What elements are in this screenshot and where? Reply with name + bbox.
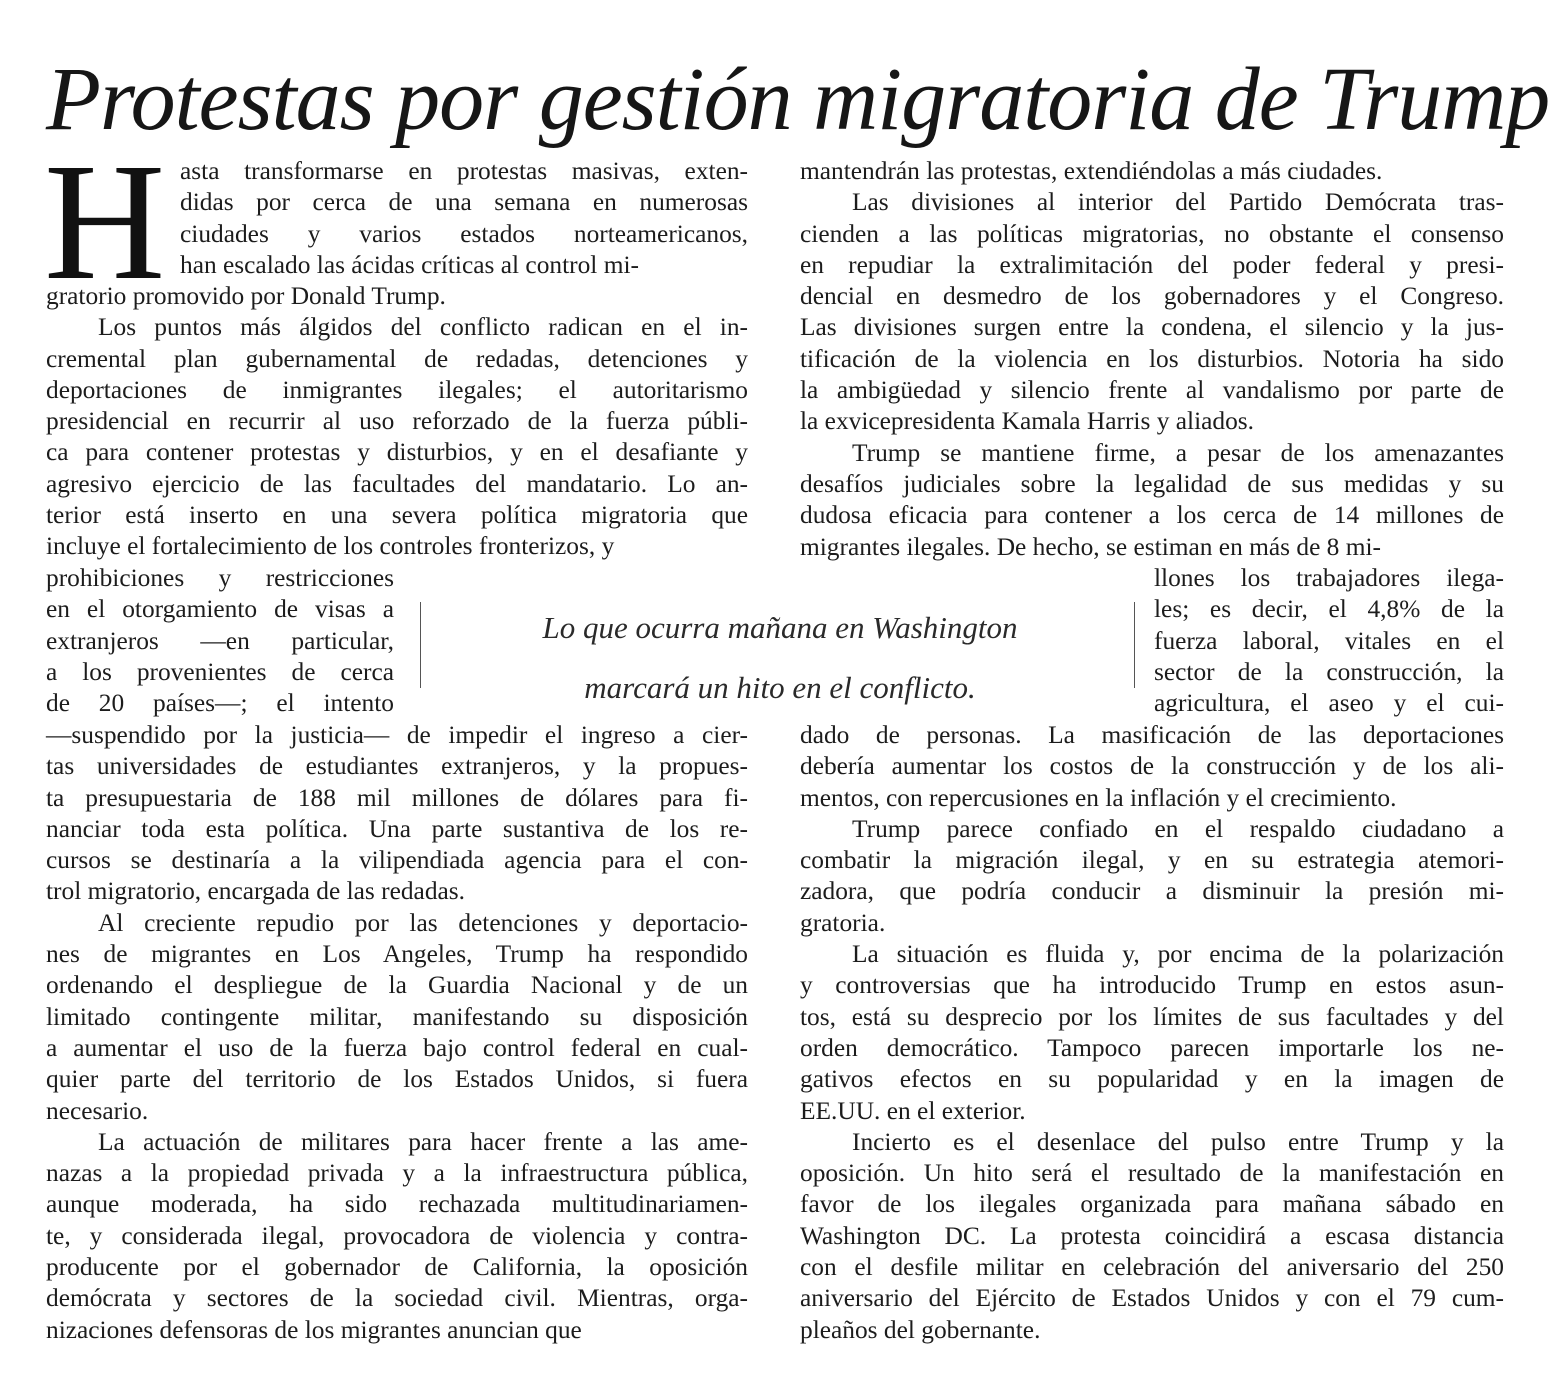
text-line: a aumentar el uso de la fuerza bajo control federal en cual- [46,1033,748,1062]
text-line: prohibiciones y restricciones [46,564,394,592]
text-line: mantendrán las protestas, extendiéndolas a más ciudades. [800,157,1383,185]
text-line: ta presupuestaria de 188 mil millones de dólares para fi- [46,783,748,812]
text-line: demócrata y sectores de la sociedad civil. Mientras, orga- [46,1284,748,1313]
text-line: incluye el fortalecimiento de los controles fronterizos, y [46,532,615,561]
text-line: combatir la migración ilegal, y en su estrategia atemori- [800,846,1504,875]
text-line: Trump parece confiado en el respaldo ciudadano a [852,814,1504,843]
text-line: dudosa eficacia para contener a los cerca de 14 millones de [800,501,1504,530]
pull-quote-right-rule [1134,602,1135,688]
text-line: desafíos judiciales sobre la legalidad de sus medidas y su [800,469,1504,498]
pull-quote-line-2: marcará un hito en el conflicto. [584,670,976,705]
text-line: Las divisiones surgen entre la condena, el silencio y la jus- [800,313,1504,342]
text-line: orden democrático. Tampoco parecen importarle los ne- [800,1033,1504,1062]
text-line: necesario. [46,1096,149,1125]
text-line: favor de los ilegales organizada para mañana sábado en [800,1190,1504,1219]
left-narrow-block [46,563,394,719]
text-line: zadora, que podría conducir a disminuir la presión mi- [800,877,1504,906]
text-line: extranjeros —en particular, [46,626,394,655]
text-line: La situación es fluida y, por encima de la polarización [852,940,1504,969]
text-line: nizaciones defensoras de los migrantes anuncian que [46,1315,582,1344]
text-line: de 20 países—; el intento [46,689,394,718]
text-line: te, y considerada ilegal, provocadora de violencia y contra- [46,1221,748,1250]
text-line: la exvicepresidenta Kamala Harris y aliados. [800,407,1255,436]
article-headline: Protestas por gestión migratoria de Trump [46,50,1550,149]
text-line: limitado contingente militar, manifestando su disposición [46,1002,748,1031]
text-line: Incierto es el desenlace del pulso entre Trump y la [852,1127,1504,1156]
left-dropcap-block [180,156,748,281]
text-line: dencial en desmedro de los gobernadores y el Congreso. [800,282,1504,311]
right-block-2 [800,720,1504,1346]
text-line: Trump se mantiene firme, a pesar de los amenazantes [852,438,1504,467]
text-line: ordenando el despliegue de la Guardia Nacional y de un [46,971,748,1000]
text-line: Washington DC. La protesta coincidirá a escasa distancia [800,1221,1504,1250]
text-line: dado de personas. La masificación de las deportaciones [800,721,1504,749]
text-line: sector de la construcción, la [1154,657,1504,686]
text-line: la ambigüedad y silencio frente al vandalismo por parte de [800,376,1504,405]
text-line: Al creciente repudio por las detenciones y deportacio- [98,908,748,937]
text-line: aunque moderada, ha sido rechazada multitudinariamen- [46,1190,748,1219]
text-line: terior está inserto en una severa política migratoria que [46,501,748,530]
right-block-1 [800,156,1504,563]
text-line: producente por el gobernador de California, la oposición [46,1253,748,1282]
text-line: nes de migrantes en Los Angeles, Trump ha respondido [46,940,748,969]
text-line: asta transformarse en protestas masivas, exten- [180,157,748,185]
text-line: aniversario del Ejército de Estados Unidos y con el 79 cum- [800,1284,1504,1313]
pull-quote [428,598,1132,708]
text-line: a los provenientes de cerca [46,657,394,686]
left-block-1 [46,281,748,563]
text-line: han escalado las ácidas críticas al control mi- [180,250,639,279]
text-line: tas universidades de estudiantes extranjeros, y la propues- [46,752,748,781]
text-line: quier parte del territorio de los Estados Unidos, si fuera [46,1065,748,1094]
text-line: nazas a la propiedad privada y a la infraestructura pública, [46,1159,748,1188]
text-line: gativos efectos en su popularidad y en la imagen de [800,1065,1504,1094]
text-line: deportaciones de inmigrantes ilegales; el autoritarismo [46,375,748,404]
text-line: cienden a las políticas migratorias, no obstante el consenso [800,219,1504,248]
text-line: pleaños del gobernante. [800,1315,1041,1344]
text-line: didas por cerca de una semana en numerosas [180,188,748,217]
text-line: tos, está su desprecio por los límites de sus facultades y del [800,1002,1504,1031]
text-line: oposición. Un hito será el resultado de la manifestación en [800,1159,1504,1188]
text-line: en repudiar la extralimitación del poder federal y presi- [800,250,1504,279]
text-line: en el otorgamiento de visas a [46,595,394,624]
text-line: trol migratorio, encargada de las redadas. [46,877,466,906]
text-line: mentos, con repercusiones en la inflación y el crecimiento. [800,783,1397,812]
pull-quote-left-rule [420,602,421,688]
text-line: migrantes ilegales. De hecho, se estiman en más de 8 mi- [800,532,1381,561]
text-line: fuerza laboral, vitales en el [1154,626,1504,655]
text-line: Las divisiones al interior del Partido Demócrata tras- [852,188,1504,217]
text-line: gratorio promovido por Donald Trump. [46,282,446,310]
text-line: Los puntos más álgidos del conflicto radican en el in- [98,313,748,342]
text-line: con el desfile militar en celebración del aniversario del 250 [800,1253,1504,1282]
text-line: EE.UU. en el exterior. [800,1096,1026,1125]
pull-quote-line-1: Lo que ocurra mañana en Washington [542,610,1018,645]
drop-cap: H [44,129,166,315]
left-block-2 [46,720,748,1346]
text-line: cursos se destinaría a la vilipendiada agencia para el con- [46,846,748,875]
text-line: debería aumentar los costos de la construcción y de los ali- [800,752,1504,781]
right-narrow-block [1154,563,1504,719]
text-line: y controversias que ha introducido Trump en estos asun- [800,971,1504,1000]
text-line: agricultura, el aseo y el cui- [1154,689,1504,718]
text-line: les; es decir, el 4,8% de la [1154,595,1504,624]
text-line: —suspendido por la justicia— de impedir el ingreso a cier- [46,721,748,749]
text-line: cremental plan gubernamental de redadas, detenciones y [46,344,748,373]
text-line: La actuación de militares para hacer frente a las ame- [98,1127,748,1156]
text-line: agresivo ejercicio de las facultades del mandatario. Lo an- [46,469,748,498]
text-line: gratoria. [800,908,886,937]
text-line: nanciar toda esta política. Una parte sustantiva de los re- [46,814,748,843]
text-line: ca para contener protestas y disturbios, y en el desafiante y [46,438,748,467]
text-line: tificación de la violencia en los disturbios. Notoria ha sido [800,344,1504,373]
text-line: llones los trabajadores ilega- [1154,564,1504,592]
text-line: presidencial en recurrir al uso reforzado de la fuerza públi- [46,407,748,436]
text-line: ciudades y varios estados norteamericanos, [180,219,748,248]
